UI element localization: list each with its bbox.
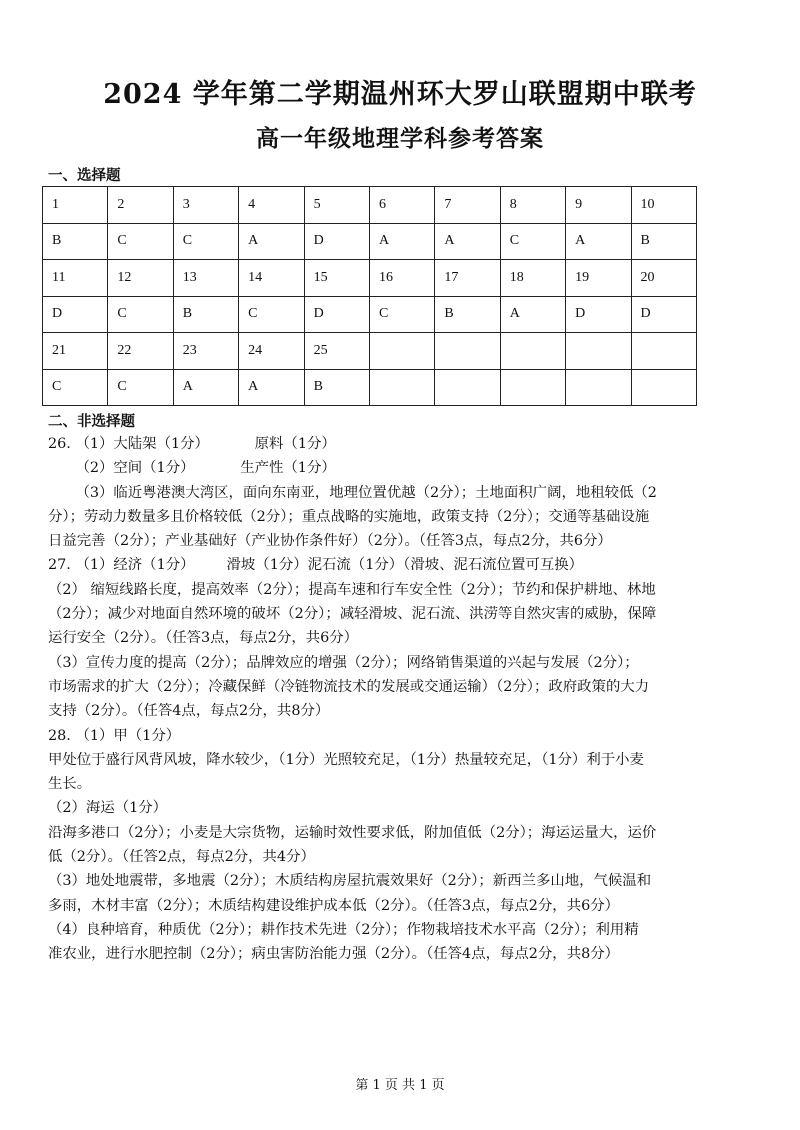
- question-number-cell: 9: [566, 187, 631, 224]
- answer-cell: D: [43, 296, 108, 333]
- question-number-cell: 2: [108, 187, 173, 224]
- table-row: [43, 333, 697, 370]
- question-number-cell: 1: [43, 187, 108, 224]
- answer-cell: D: [631, 296, 696, 333]
- answer-line: （2）海运（1分）: [48, 800, 168, 817]
- question-number-cell: 16: [369, 260, 434, 297]
- answer-line: 分）；劳动力数量多且价格较低（2分）；重点战略的实施地，政策支持（2分）；交通等基础设施: [48, 508, 650, 525]
- question-number-cell: 21: [43, 333, 108, 370]
- answer-line: （2分）；减少对地面自然环境的破坏（2分）；减轻滑坡、泥石流、洪涝等自然灾害的威胁，保障: [48, 606, 657, 623]
- answer-cell: A: [173, 369, 238, 406]
- answer-line: 甲处位于盛行风背风坡，降水较少，（1分）光照较充足，（1分）热量较充足，（1分）利于小麦: [48, 751, 644, 768]
- answer-cell: A: [239, 369, 304, 406]
- answer-cell: D: [304, 223, 369, 260]
- table-row: [43, 369, 697, 406]
- answer-line: 28. （1）甲（1分）: [48, 727, 181, 744]
- answer-line: （3）宣传力度的提高（2分）；品牌效应的增强（2分）；网络销售渠道的兴起与发展（2分）；: [48, 654, 639, 671]
- question-number-cell: 20: [631, 260, 696, 297]
- answer-line: （2） 缩短线路长度，提高效率（2分）；提高车速和行车安全性（2分）；节约和保护耕地、林地: [48, 581, 656, 598]
- answer-line: 27. （1）经济（1分） 滑坡（1分）泥石流（1分）（滑坡、泥石流位置可互换）: [48, 557, 584, 574]
- answer-cell: C: [43, 369, 108, 406]
- question-number-cell: 3: [173, 187, 238, 224]
- answer-cell: C: [108, 369, 173, 406]
- question-number-cell: [435, 333, 500, 370]
- question-number-cell: [500, 333, 565, 370]
- question-number-cell: 17: [435, 260, 500, 297]
- answer-line: （2）空间（1分） 生产性（1分）: [48, 460, 336, 477]
- table-row: [43, 296, 697, 333]
- answer-cell: A: [435, 223, 500, 260]
- answer-cell: [369, 369, 434, 406]
- answer-cell: C: [108, 223, 173, 260]
- question-number-cell: 23: [173, 333, 238, 370]
- answer-cell: B: [631, 223, 696, 260]
- answer-line: （3）临近粤港澳大湾区，面向东南亚，地理位置优越（2分）；土地面积广阔，地租较低（2: [48, 484, 657, 501]
- question-number-cell: 25: [304, 333, 369, 370]
- question-number-cell: 15: [304, 260, 369, 297]
- page-subtitle: 高一年级地理学科参考答案: [256, 125, 544, 152]
- question-number-cell: 6: [369, 187, 434, 224]
- question-number-cell: [369, 333, 434, 370]
- answer-line: 市场需求的扩大（2分）；冷藏保鲜（冷链物流技术的发展或交通运输）（2分）；政府政策的大力: [48, 678, 650, 695]
- answer-cell: C: [500, 223, 565, 260]
- answer-body-text: [48, 432, 748, 967]
- answer-cell: C: [369, 296, 434, 333]
- answer-cell: D: [304, 296, 369, 333]
- question-number-cell: 19: [566, 260, 631, 297]
- question-number-cell: 24: [239, 333, 304, 370]
- answer-cell: C: [239, 296, 304, 333]
- answer-cell: A: [500, 296, 565, 333]
- answer-cell: [500, 369, 565, 406]
- answer-line: 低（2分）。（任答2点，每点2分，共4分）: [48, 849, 315, 866]
- table-row: [43, 187, 697, 224]
- answer-line: （3）地处地震带，多地震（2分）；木质结构房屋抗震效果好（2分）；新西兰多山地，气候温和: [48, 873, 652, 890]
- question-number-cell: 11: [43, 260, 108, 297]
- answer-line: 运行安全（2分）。（任答3点，每点2分，共6分）: [48, 630, 359, 647]
- question-number-cell: 5: [304, 187, 369, 224]
- answer-line: 支持（2分）。（任答4点，每点2分，共8分）: [48, 703, 330, 720]
- answer-line: 日益完善（2分）；产业基础好（产业协作条件好）（2分）。（任答3点，每点2分，共6分）: [48, 533, 612, 550]
- answer-cell: [631, 369, 696, 406]
- answer-cell: A: [566, 223, 631, 260]
- question-number-cell: [566, 333, 631, 370]
- answer-cell: [435, 369, 500, 406]
- answer-cell: D: [566, 296, 631, 333]
- page-footer: 第 1 页 共 1 页: [355, 1078, 445, 1093]
- answer-cell: C: [108, 296, 173, 333]
- table-row: [43, 260, 697, 297]
- page-title: 2024 学年第二学期温州环大罗山联盟期中联考: [103, 79, 697, 110]
- question-number-cell: 7: [435, 187, 500, 224]
- answer-table: [42, 186, 697, 406]
- answer-cell: B: [304, 369, 369, 406]
- question-number-cell: 12: [108, 260, 173, 297]
- answer-cell: C: [173, 223, 238, 260]
- question-number-cell: 13: [173, 260, 238, 297]
- question-number-cell: 14: [239, 260, 304, 297]
- question-number-cell: 10: [631, 187, 696, 224]
- answer-cell: [566, 369, 631, 406]
- section-heading-nonchoice: 二、非选择题: [48, 413, 135, 430]
- answer-cell: B: [435, 296, 500, 333]
- table-row: [43, 223, 697, 260]
- answer-cell: B: [43, 223, 108, 260]
- answer-line: 26. （1）大陆架（1分） 原料（1分）: [48, 436, 336, 452]
- question-number-cell: 4: [239, 187, 304, 224]
- answer-cell: B: [173, 296, 238, 333]
- question-number-cell: 8: [500, 187, 565, 224]
- answer-line: 多雨，木材丰富（2分）；木质结构建设维护成本低（2分）。（任答3点，每点2分，共6分）: [48, 897, 620, 914]
- question-number-cell: 18: [500, 260, 565, 297]
- question-number-cell: 22: [108, 333, 173, 370]
- answer-cell: A: [239, 223, 304, 260]
- answer-line: 准农业，进行水肥控制（2分）；病虫害防治能力强（2分）。（任答4点，每点2分，共8分）: [48, 946, 620, 963]
- answer-line: （4）良种培育，种质优（2分）；耕作技术先进（2分）；作物栽培技术水平高（2分）；利用精: [48, 921, 639, 938]
- question-number-cell: [631, 333, 696, 370]
- answer-line: 生长。: [48, 776, 92, 793]
- section-heading-choice: 一、选择题: [48, 167, 121, 184]
- answer-line: 沿海多港口（2分）；小麦是大宗货物，运输时效性要求低，附加值低（2分）；海运运量大，运价: [48, 824, 657, 841]
- answer-cell: A: [369, 223, 434, 260]
